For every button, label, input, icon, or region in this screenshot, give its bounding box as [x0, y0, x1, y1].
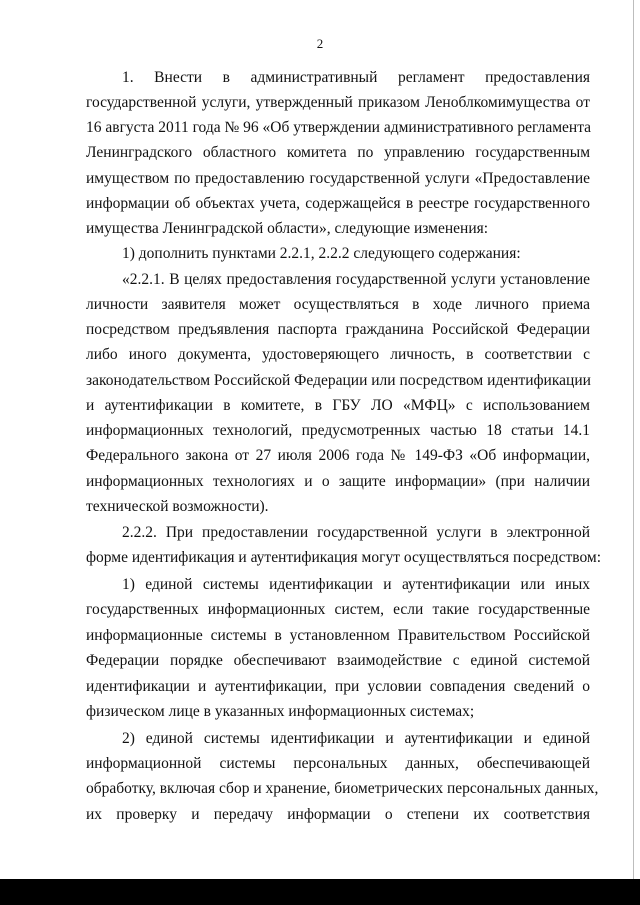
text-line: 1) дополнить пунктами 2.2.1, 2.2.2 следующего содержания: — [122, 245, 521, 262]
text-line: посредством предъявления паспорта гражданина Российской Федерации — [86, 321, 590, 338]
text-line: и аутентификации в комитете, в ГБУ ЛО «МФЦ» с использованием — [86, 397, 590, 414]
text-line: 2) единой системы идентификации и аутентификации и единой — [122, 730, 590, 747]
text-line: форме идентификация и аутентификация могут осуществляться посредством: — [86, 549, 602, 566]
text-line: их проверку и передачу информации о степени их соответствия — [86, 806, 590, 823]
text-line: либо иного документа, удостоверяющего личность, в соответствии с — [86, 346, 590, 363]
text-line: информационной системы персональных данных, обеспечивающей — [86, 755, 590, 772]
text-line: имущества Ленинградской области», следующие изменения: — [86, 220, 489, 237]
text-line: имуществом по предоставлению государственной услуги «Предоставление — [86, 170, 590, 187]
text-line: физическом лице в указанных информационных системах; — [86, 703, 475, 720]
text-line: идентификации и аутентификации, при условии совпадения сведений о — [86, 678, 590, 695]
text-line: государственной услуги, утвержденный приказом Леноблкомимущества от — [86, 94, 590, 111]
text-line: 1) единой системы идентификации и аутентификации или иных — [122, 576, 590, 593]
text-line: законодательством Российской Федерации или посредством идентификации — [86, 372, 591, 389]
text-line: технической возможности). — [86, 498, 269, 515]
text-line: Федерации порядке обеспечивают взаимодействие с единой системой — [86, 652, 590, 669]
text-line: государственных информационных систем, если такие государственные — [86, 601, 590, 618]
text-line: 2.2.2. При предоставлении государственной услуги в электронной — [122, 524, 590, 541]
scan-bottom-border — [0, 879, 640, 905]
text-line: информации об объектах учета, содержащейся в реестре государственного — [86, 195, 590, 212]
text-line: 1. Внести в административный регламент предоставления — [122, 69, 590, 86]
text-line: 16 августа 2011 года № 96 «Об утверждении административного регламента — [86, 119, 592, 136]
text-line: личности заявителя может осуществляться в ходе личного приема — [86, 296, 590, 313]
text-line: информационных технологий, предусмотренных частью 18 статьи 14.1 — [86, 422, 590, 439]
text-line: Федерального закона от 27 июля 2006 года № 149-ФЗ «Об информации, — [86, 447, 590, 464]
text-line: информационных технологиях и о защите информации» (при наличии — [86, 473, 590, 490]
page-number: 2 — [316, 36, 324, 51]
text-line: «2.2.1. В целях предоставления государственной услуги установление — [122, 271, 590, 288]
scan-edge-line — [633, 0, 634, 879]
text-line: информационные системы в установленном Правительством Российской — [86, 627, 590, 644]
text-line: обработку, включая сбор и хранение, биометрических персональных данных, — [86, 780, 599, 797]
text-line: Ленинградского областного комитета по управлению государственным — [86, 144, 590, 161]
